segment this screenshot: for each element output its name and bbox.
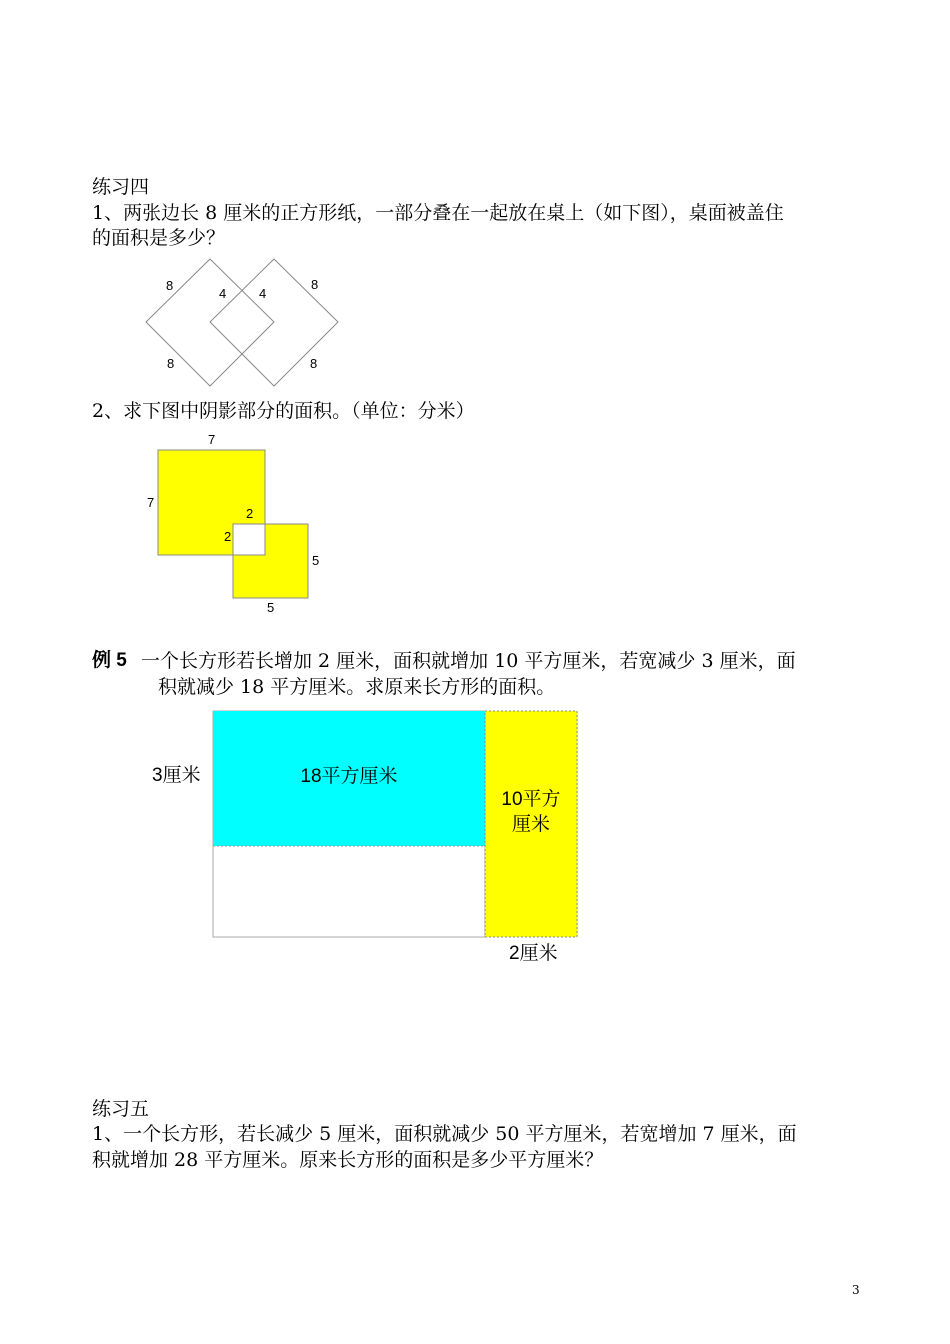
section4-q2-text: 2、求下图中阴影部分的面积。（单位：分米） xyxy=(92,400,475,422)
fig1-label-mid-left: 4 xyxy=(219,286,227,301)
label-10-sq-line1: 10平方 xyxy=(501,789,561,810)
label-2cm: 2厘米 xyxy=(509,943,558,964)
fig2-label-right: 5 xyxy=(312,553,320,568)
example5-line2: 积就减少 18 平方厘米。求原来长方形的面积。 xyxy=(158,676,556,698)
fig1-label-mid-right: 4 xyxy=(259,286,267,301)
fig2-label-inner-left: 2 xyxy=(224,529,232,544)
example5-tag: 例 5 xyxy=(92,650,127,671)
page-number: 3 xyxy=(852,1283,860,1297)
label-3cm: 3厘米 xyxy=(152,765,201,786)
section5-title: 练习五 xyxy=(92,1098,150,1120)
label-10-sq-line2: 厘米 xyxy=(511,814,550,835)
label-18-sq-cm: 18平方厘米 xyxy=(300,766,398,787)
section4-q1-line1: 1、两张边长 8 厘米的正方形纸，一部分叠在一起放在桌上（如下图），桌面被盖住 xyxy=(92,202,784,224)
example5-line1: 一个长方形若长增加 2 厘米，面积就增加 10 平方厘米，若宽减少 3 厘米，面 xyxy=(141,650,796,672)
section4-title: 练习四 xyxy=(92,176,150,198)
section5-q1-line2: 积就增加 28 平方厘米。原来长方形的面积是多少平方厘米？ xyxy=(92,1149,604,1171)
fig2-label-bottom: 5 xyxy=(267,600,275,615)
section5-q1-line1: 1、一个长方形，若长减少 5 厘米，面积就减少 50 平方厘米，若宽增加 7 厘米，面 xyxy=(92,1123,797,1145)
fig2-label-inner-top: 2 xyxy=(246,506,254,521)
fig1-label-top-left: 8 xyxy=(166,278,174,293)
section4-q1-line2: 的面积是多少？ xyxy=(92,227,226,249)
fig1-label-top-right: 8 xyxy=(311,277,319,292)
fig1-label-bottom-left: 8 xyxy=(167,356,175,371)
fig1-label-bottom-right: 8 xyxy=(310,356,318,371)
fig2-label-top: 7 xyxy=(208,432,216,447)
fig2-label-left: 7 xyxy=(147,495,155,510)
